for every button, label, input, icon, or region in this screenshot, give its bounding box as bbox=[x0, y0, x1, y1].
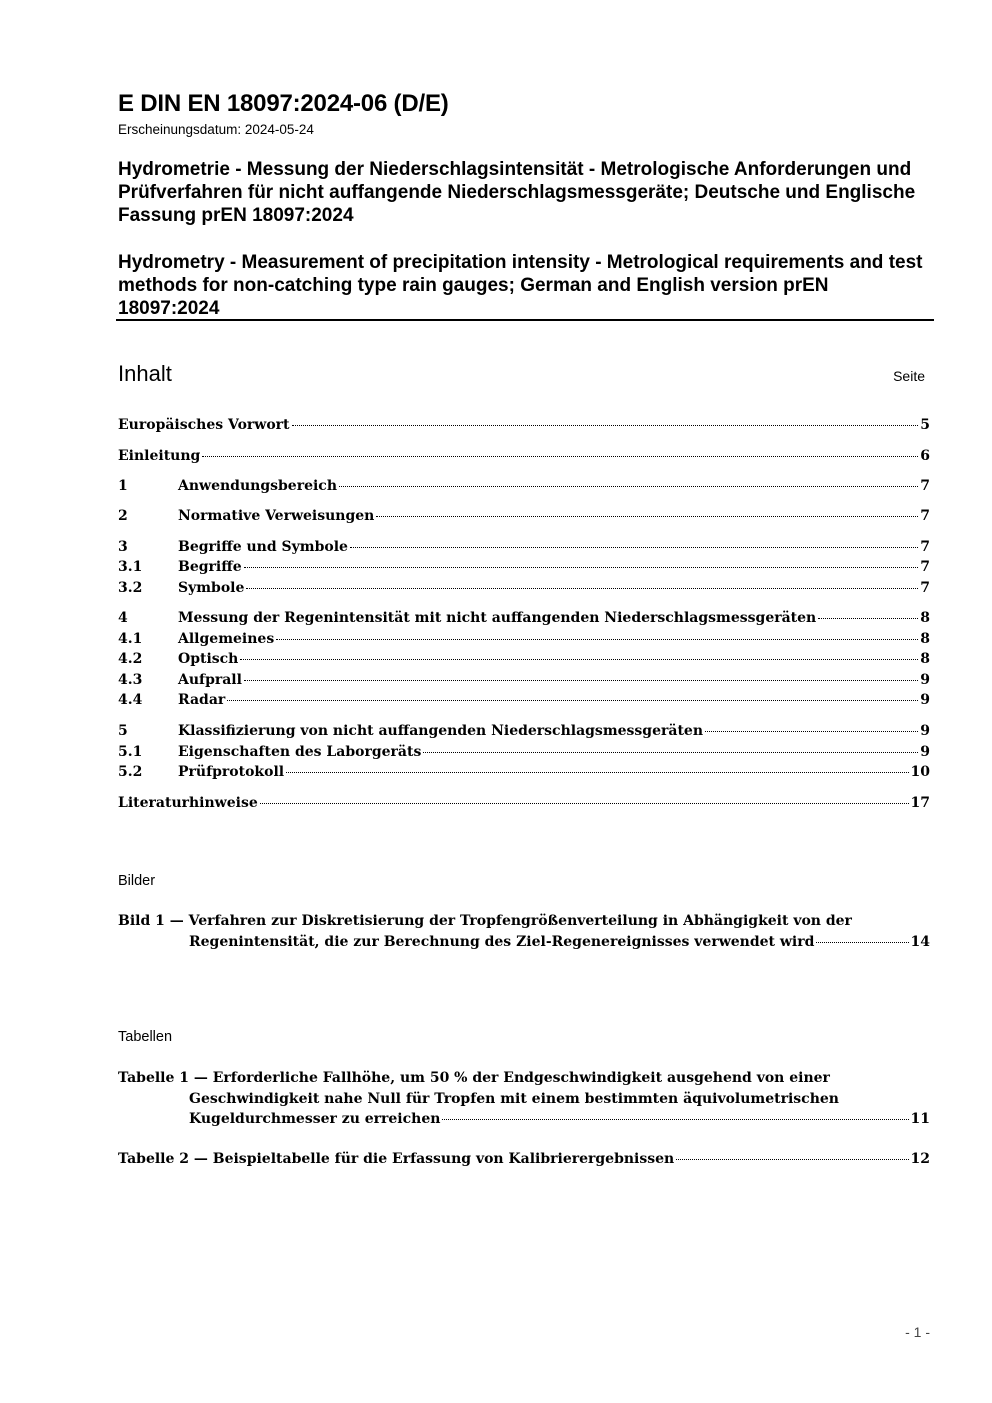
table-entry-title: Tabelle 2 — Beispieltabelle für die Erfassung von Kalibrierergebnissen bbox=[118, 1151, 675, 1167]
dot-leader bbox=[240, 659, 918, 660]
table-entry-line bbox=[118, 1089, 930, 1110]
dot-leader bbox=[676, 1159, 908, 1160]
toc-entry-number: 3.2 bbox=[118, 580, 143, 596]
dot-leader bbox=[202, 456, 918, 457]
figure-entry[interactable] bbox=[118, 911, 930, 952]
toc-entry-title: Aufprall bbox=[178, 672, 242, 688]
dot-leader bbox=[350, 547, 918, 548]
table-entry-page: 12 bbox=[910, 1151, 930, 1167]
toc-heading: Inhalt bbox=[118, 361, 172, 386]
title-german: Hydrometrie - Messung der Niederschlagsintensität - Metrologische Anforderungen und Prüfverfahren für nicht auffangende Niederschlagsmessgeräte; Deutsche und Englische Fassung prEN 18097:2024 bbox=[118, 159, 916, 226]
toc-entry-page: 9 bbox=[920, 692, 930, 708]
toc-entry-number: 4.4 bbox=[118, 692, 143, 708]
toc-entry-title: Literaturhinweise bbox=[118, 795, 258, 811]
dot-leader bbox=[816, 942, 908, 943]
toc-entry[interactable] bbox=[118, 764, 930, 784]
figure-entry-line bbox=[118, 932, 930, 953]
table-entry[interactable] bbox=[118, 1068, 930, 1130]
toc-entry[interactable] bbox=[118, 692, 930, 712]
dot-leader bbox=[244, 567, 919, 568]
toc-entry-number: 4.1 bbox=[118, 631, 143, 647]
toc-entry-number: 3 bbox=[118, 539, 128, 555]
toc-entry-page: 7 bbox=[920, 580, 930, 596]
title-english: Hydrometry - Measurement of precipitation intensity - Metrological requirements and test methods for non-catching type rain gauges; German and English version prEN 18097:2024 bbox=[118, 252, 923, 319]
toc-entry-title: Klassifizierung von nicht auffangenden Niederschlagsmessgeräten bbox=[178, 723, 703, 739]
tables-label: Tabellen bbox=[118, 1029, 173, 1045]
toc-entry-number: 5 bbox=[118, 723, 128, 739]
dot-leader bbox=[260, 803, 909, 804]
toc-entry-page: 9 bbox=[920, 723, 930, 739]
toc-entry[interactable] bbox=[118, 610, 930, 630]
toc-entry-title: Prüfprotokoll bbox=[178, 764, 285, 780]
toc-entry-number: 4.3 bbox=[118, 672, 143, 688]
toc-entry[interactable] bbox=[118, 478, 930, 498]
dot-leader bbox=[818, 618, 918, 619]
toc-entry-page: 9 bbox=[920, 672, 930, 688]
toc-entry[interactable] bbox=[118, 417, 930, 437]
dot-leader bbox=[276, 639, 918, 640]
toc-entry[interactable] bbox=[118, 508, 930, 528]
toc-entry[interactable] bbox=[118, 795, 930, 815]
dot-leader bbox=[246, 588, 918, 589]
toc-entry[interactable] bbox=[118, 631, 930, 651]
toc-entry-page: 7 bbox=[920, 559, 930, 575]
dot-leader bbox=[339, 486, 918, 487]
table-entry[interactable] bbox=[118, 1149, 930, 1170]
toc-entry[interactable] bbox=[118, 744, 930, 764]
toc-entry-number: 5.1 bbox=[118, 744, 143, 760]
toc-entry-page: 8 bbox=[920, 610, 930, 626]
toc-entry[interactable] bbox=[118, 580, 930, 600]
dot-leader bbox=[244, 680, 918, 681]
toc-entry-page: 17 bbox=[910, 795, 930, 811]
toc-entry-page: 7 bbox=[920, 508, 930, 524]
figure-entry-title-cont: Regenintensität, die zur Berechnung des Ziel-Regenereignisses verwendet wird bbox=[189, 933, 815, 950]
toc-entry-title: Begriffe und Symbole bbox=[178, 539, 348, 555]
toc-page-label: Seite bbox=[893, 368, 925, 384]
toc-entry[interactable] bbox=[118, 539, 930, 559]
dot-leader bbox=[227, 700, 918, 701]
toc-entry[interactable] bbox=[118, 559, 930, 579]
toc-entry-page: 8 bbox=[920, 651, 930, 667]
toc-entry[interactable] bbox=[118, 723, 930, 743]
table-entry-page: 11 bbox=[910, 1111, 930, 1127]
toc-entry-title: Einleitung bbox=[118, 448, 201, 464]
toc-entry-title: Allgemeines bbox=[178, 631, 275, 647]
dot-leader bbox=[376, 516, 918, 517]
toc-entry-page: 7 bbox=[920, 539, 930, 555]
toc-entry-page: 9 bbox=[920, 744, 930, 760]
table-entry-title-cont: Geschwindigkeit nahe Null für Tropfen mit einem bestimmten äquivolumetrischen bbox=[189, 1090, 839, 1107]
figure-entry-title: Bild 1 — Verfahren zur Diskretisierung der Tropfengrößenverteilung in Abhängigkeit von der bbox=[118, 913, 852, 929]
document-id: E DIN EN 18097:2024-06 (D/E) bbox=[118, 90, 449, 117]
toc-entry-title: Messung der Regenintensität mit nicht auffangenden Niederschlagsmessgeräten bbox=[178, 610, 817, 626]
toc-entry-page: 5 bbox=[920, 417, 930, 433]
toc-entry-number: 4.2 bbox=[118, 651, 143, 667]
table-entry-title: Tabelle 1 — Erforderliche Fallhöhe, um 50 % der Endgeschwindigkeit ausgehend von einer bbox=[118, 1070, 830, 1086]
toc-entry-title: Symbole bbox=[178, 580, 245, 596]
toc-entry-title: Europäisches Vorwort bbox=[118, 417, 290, 433]
table-entry-line bbox=[118, 1149, 930, 1170]
toc-entry-title: Normative Verweisungen bbox=[178, 508, 375, 524]
toc-entry-number: 5.2 bbox=[118, 764, 143, 780]
toc-entry[interactable] bbox=[118, 672, 930, 692]
dot-leader bbox=[286, 772, 908, 773]
toc-entry-number: 4 bbox=[118, 610, 128, 626]
toc-entry-title: Anwendungsbereich bbox=[178, 478, 337, 494]
title-divider bbox=[116, 319, 934, 321]
toc-entry[interactable] bbox=[118, 448, 930, 468]
figures-label: Bilder bbox=[118, 873, 156, 889]
toc-entry-title: Begriffe bbox=[178, 559, 242, 575]
toc-entry-number: 2 bbox=[118, 508, 128, 524]
page-number: - 1 - bbox=[905, 1324, 930, 1340]
toc-entry-page: 7 bbox=[920, 478, 930, 494]
toc-entry-number: 1 bbox=[118, 478, 128, 494]
table-entry-line bbox=[118, 1109, 930, 1130]
figure-entry-line bbox=[118, 911, 930, 932]
table-entry-line bbox=[118, 1068, 930, 1089]
table-entry-title-cont: Kugeldurchmesser zu erreichen bbox=[189, 1111, 441, 1127]
toc-entry-title: Eigenschaften des Laborgeräts bbox=[178, 744, 422, 760]
toc-entry-page: 6 bbox=[920, 448, 930, 464]
figure-entry-page: 14 bbox=[910, 933, 930, 950]
toc-entry-title: Optisch bbox=[178, 651, 239, 667]
dot-leader bbox=[705, 731, 918, 732]
dot-leader bbox=[423, 752, 918, 753]
dot-leader bbox=[292, 425, 919, 426]
toc-entry-number: 3.1 bbox=[118, 559, 143, 575]
publication-date: Erscheinungsdatum: 2024-05-24 bbox=[118, 122, 314, 137]
toc-entry-page: 8 bbox=[920, 631, 930, 647]
toc-entry-page: 10 bbox=[910, 764, 930, 780]
dot-leader bbox=[442, 1119, 908, 1120]
toc-entry-title: Radar bbox=[178, 692, 226, 708]
toc-entry[interactable] bbox=[118, 651, 930, 671]
